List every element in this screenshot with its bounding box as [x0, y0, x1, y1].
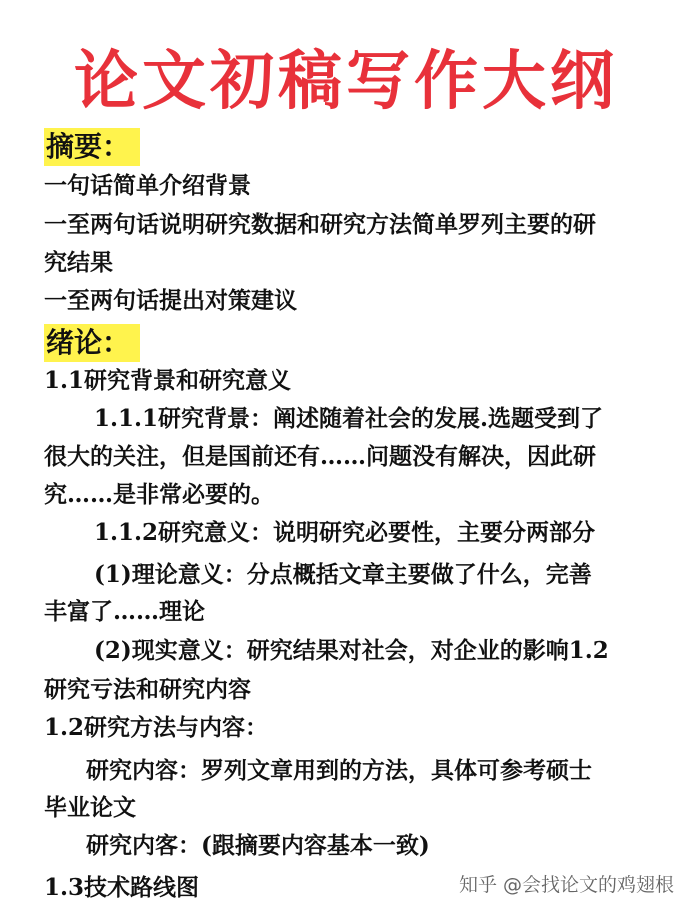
- intro-line: 研究内容：罗列文章用到的方法，具体可参考硕士: [86, 757, 592, 784]
- watermark: 知乎 @会找论文的鸡翅根: [458, 874, 674, 896]
- intro-line: 毕业论文: [44, 794, 136, 821]
- intro-line: 1.1.1研究背景：阐述随着社会的发展.选题受到了: [94, 405, 604, 432]
- page-title: 论文初稿写作大纲: [74, 45, 618, 119]
- introduction-heading: 绪论：: [44, 324, 140, 362]
- intro-line: 很大的关注，但是国前还有……问题没有解决，因此研: [44, 443, 596, 470]
- intro-line: (1)理论意义：分点概括文章主要做了什么，完善: [94, 561, 592, 588]
- abstract-line: 一至两句话提出对策建议: [44, 287, 297, 314]
- intro-line: 究……是非常必要的。: [44, 481, 274, 508]
- intro-line: 1.3技术路线图: [44, 874, 200, 901]
- intro-line: (2)现实意义：研究结果对社会，对企业的影响1.2: [94, 637, 609, 664]
- intro-line: 丰富了……理论: [44, 598, 205, 625]
- abstract-line: 一至两句话说明研究数据和研究方法简单罗列主要的研: [44, 211, 596, 238]
- abstract-line: 一句话简单介绍背景: [44, 172, 251, 199]
- intro-line: 1.1.2研究意义：说明研究必要性，主要分两部分: [94, 519, 596, 546]
- abstract-line: 究结果: [44, 249, 113, 276]
- intro-line: 1.1研究背景和研究意义: [44, 367, 292, 394]
- intro-line: 1.2研究方法与内容：: [44, 714, 269, 741]
- intro-line: 研究亏法和研究内容: [44, 676, 251, 703]
- intro-line: 研究内客：(跟摘要内容基本一致): [86, 832, 430, 859]
- abstract-heading: 摘要：: [44, 128, 140, 166]
